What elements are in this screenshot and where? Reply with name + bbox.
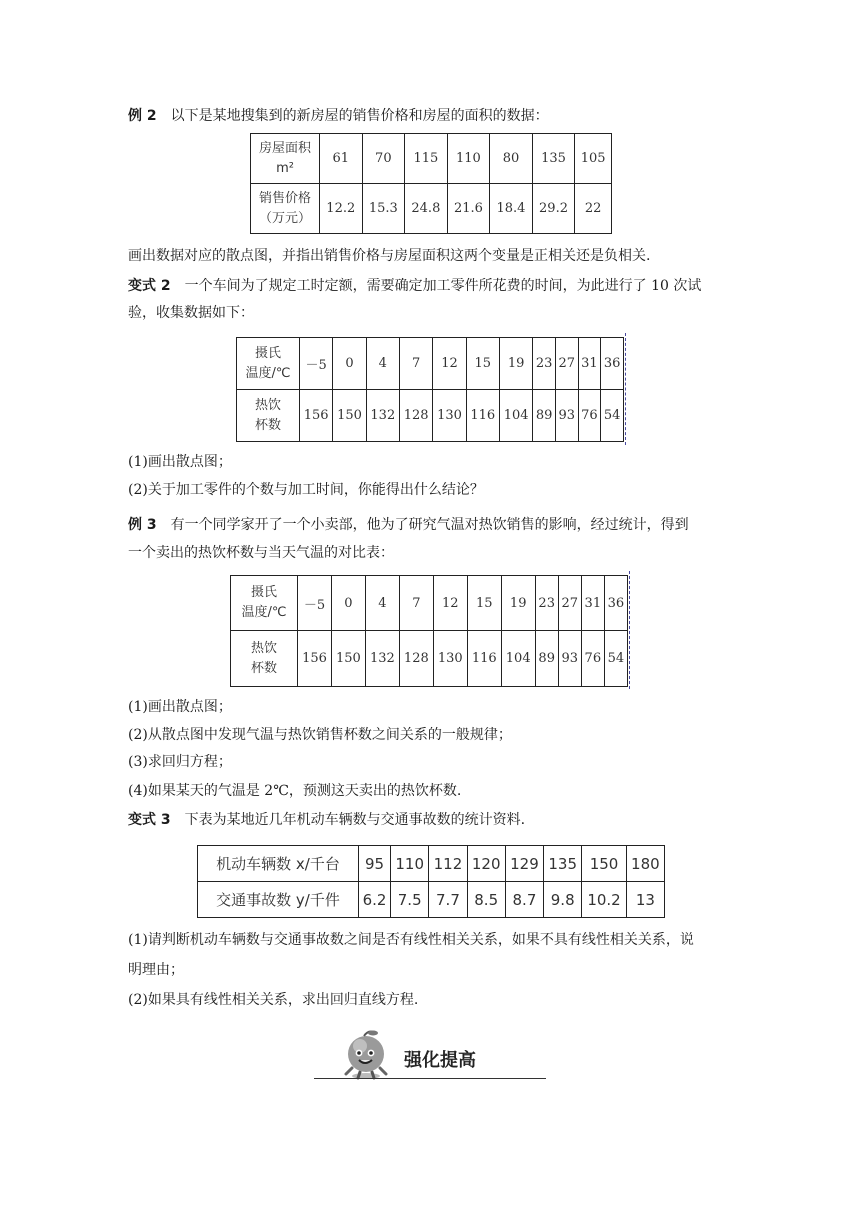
table-cell: 89: [533, 390, 556, 442]
table-cell: 128: [399, 631, 433, 687]
banner-divider: [314, 1078, 546, 1079]
variant-2-q2: (2)关于加工零件的个数与加工时间，你能得出什么结论？: [128, 482, 484, 498]
example-3-q4: (4)如果某天的气温是 2℃，预测这天卖出的热饮杯数.: [128, 783, 462, 799]
table-cell: 132: [365, 631, 399, 687]
table-row: [237, 390, 624, 442]
row-header-accidents: 交通事故数 y/千件: [198, 882, 359, 918]
table-cell: 15: [466, 338, 499, 390]
row-header-vehicles: 机动车辆数 x/千台: [198, 846, 359, 882]
table-cell: 120: [467, 846, 505, 882]
table-cell: 8.5: [467, 882, 505, 918]
row-header-cups: 热饮 杯数: [237, 390, 300, 442]
table-cell: 0: [331, 576, 365, 631]
table-cell: 15: [467, 576, 501, 631]
table-cell: 23: [533, 338, 556, 390]
banner-title: 强化提高: [404, 1050, 476, 1071]
table-cell: 150: [333, 390, 366, 442]
house-table: [250, 133, 612, 234]
variant-3-q1-line-1: (1)请判断机动车辆数与交通事故数之间是否有线性相关关系，如果不具有线性相关关系，说: [128, 932, 694, 948]
table-cell: 19: [501, 576, 535, 631]
table-cell: 18.4: [490, 184, 533, 234]
table-row: [198, 846, 665, 882]
section-banner: [314, 1028, 546, 1082]
table-cell: 0: [333, 338, 366, 390]
variant-3-q2: (2)如果具有线性相关关系，求出回归直线方程.: [128, 992, 419, 1008]
table-cell: 10.2: [582, 882, 626, 918]
mascot-icon: [338, 1028, 394, 1080]
table-cell: 8.7: [505, 882, 543, 918]
example-2-label: 例 2: [128, 108, 157, 124]
table-row: [231, 576, 628, 631]
table-cell: 4: [366, 338, 399, 390]
row-header-temperature: 摄氏 温度/℃: [231, 576, 298, 631]
example-2-intro: [128, 106, 549, 126]
variant-2-text-1: 一个车间为了规定工时定额，需要确定加工零件所花费的时间，为此进行了 10 次试: [184, 278, 702, 294]
table-cell: 6.2: [359, 882, 391, 918]
table-row: [251, 184, 612, 234]
table-cell: 31: [578, 338, 601, 390]
table-cell: 156: [298, 631, 332, 687]
table-cell: 112: [429, 846, 467, 882]
table-row: [231, 631, 628, 687]
variant-2-text-2: 验，收集数据如下：: [128, 305, 254, 321]
variant-3-text: 下表为某地近几年机动车辆数与交通事故数的统计资料.: [184, 812, 526, 828]
table-row: [237, 338, 624, 390]
table-cell: 93: [558, 631, 581, 687]
table-cell: 128: [399, 390, 432, 442]
table-cell: 129: [505, 846, 543, 882]
row-header-cups: 热饮 杯数: [231, 631, 298, 687]
table-cell: 19: [499, 338, 532, 390]
table-cell: 76: [578, 390, 601, 442]
table-cell: 110: [447, 134, 490, 184]
variant-3-intro: [128, 810, 525, 830]
example-3-intro: [128, 515, 689, 535]
example-3-q3: (3)求回归方程；: [128, 754, 232, 770]
table-cell: 93: [555, 390, 578, 442]
table-cell: 116: [467, 631, 501, 687]
example-3-label: 例 3: [128, 517, 157, 533]
example-3-text-2: 一个卖出的热饮杯数与当天气温的对比表：: [128, 545, 394, 561]
table-cell: 135: [532, 134, 575, 184]
row-header-temperature: 摄氏 温度/℃: [237, 338, 300, 390]
table-cell: 156: [300, 390, 333, 442]
table-cell: 27: [558, 576, 581, 631]
table-cell: 89: [535, 631, 558, 687]
table-cell: 150: [331, 631, 365, 687]
table-cell: 54: [604, 631, 627, 687]
table-cell: 180: [626, 846, 664, 882]
table-cell: 104: [501, 631, 535, 687]
variant-2-label: 变式 2: [128, 278, 171, 294]
table-cell: 31: [581, 576, 604, 631]
variant-2-q1: (1)画出散点图；: [128, 454, 232, 470]
table-cell: 7: [399, 576, 433, 631]
table-cell: 80: [490, 134, 533, 184]
table-cell: 95: [359, 846, 391, 882]
example-3-q2: (2)从散点图中发现气温与热饮销售杯数之间关系的一般规律；: [128, 727, 512, 743]
table-cell: 61: [320, 134, 363, 184]
vehicle-accident-table: [197, 845, 665, 918]
example-3-text-1: 有一个同学家开了一个小卖部，他为了研究气温对热饮销售的影响，经过统计，得到: [170, 517, 689, 533]
example-2-question: 画出数据对应的散点图，并指出销售价格与房屋面积这两个变量是正相关还是负相关.: [128, 248, 651, 264]
table-cell: 135: [544, 846, 582, 882]
table-cell: 29.2: [532, 184, 575, 234]
table-cell: －5: [300, 338, 333, 390]
table-cell: 12.2: [320, 184, 363, 234]
table-cell: 22: [575, 184, 612, 234]
example-3-q1: (1)画出散点图；: [128, 699, 232, 715]
table-cell: 104: [499, 390, 532, 442]
row-header-area: 房屋面积 m²: [251, 134, 320, 184]
table-cell: 4: [365, 576, 399, 631]
table-cell: 116: [466, 390, 499, 442]
table-cell: 23: [535, 576, 558, 631]
variant-3-label: 变式 3: [128, 812, 171, 828]
table-cell: 115: [405, 134, 448, 184]
table-cell: 15.3: [362, 184, 405, 234]
table-cell: 12: [433, 576, 467, 631]
example-2-text: 以下是某地搜集到的新房屋的销售价格和房屋的面积的数据：: [170, 108, 549, 124]
table-cell: 76: [581, 631, 604, 687]
table-cell: －5: [298, 576, 332, 631]
table-cell: 24.8: [405, 184, 448, 234]
table-cell: 12: [433, 338, 466, 390]
table-cell: 130: [433, 390, 466, 442]
table-cell: 54: [601, 390, 624, 442]
variant-3-q1-line-2: 明理由；: [128, 962, 184, 978]
table-cell: 36: [601, 338, 624, 390]
table-cell: 27: [555, 338, 578, 390]
table-cell: 13: [626, 882, 664, 918]
table-cell: 132: [366, 390, 399, 442]
table-cell: 7.5: [391, 882, 429, 918]
table-cell: 105: [575, 134, 612, 184]
temperature-table-2: [230, 575, 628, 687]
table-row: [198, 882, 665, 918]
table-cell: 70: [362, 134, 405, 184]
dashed-edge: [625, 333, 626, 445]
table-cell: 36: [604, 576, 627, 631]
dashed-edge: [629, 571, 630, 689]
table-cell: 21.6: [447, 184, 490, 234]
table-cell: 110: [391, 846, 429, 882]
variant-2-intro: [128, 276, 701, 296]
table-cell: 7: [399, 338, 432, 390]
table-cell: 150: [582, 846, 626, 882]
table-cell: 130: [433, 631, 467, 687]
table-cell: 7.7: [429, 882, 467, 918]
temperature-table-1: [236, 337, 624, 442]
row-header-price: 销售价格 （万元）: [251, 184, 320, 234]
table-row: [251, 134, 612, 184]
table-cell: 9.8: [544, 882, 582, 918]
